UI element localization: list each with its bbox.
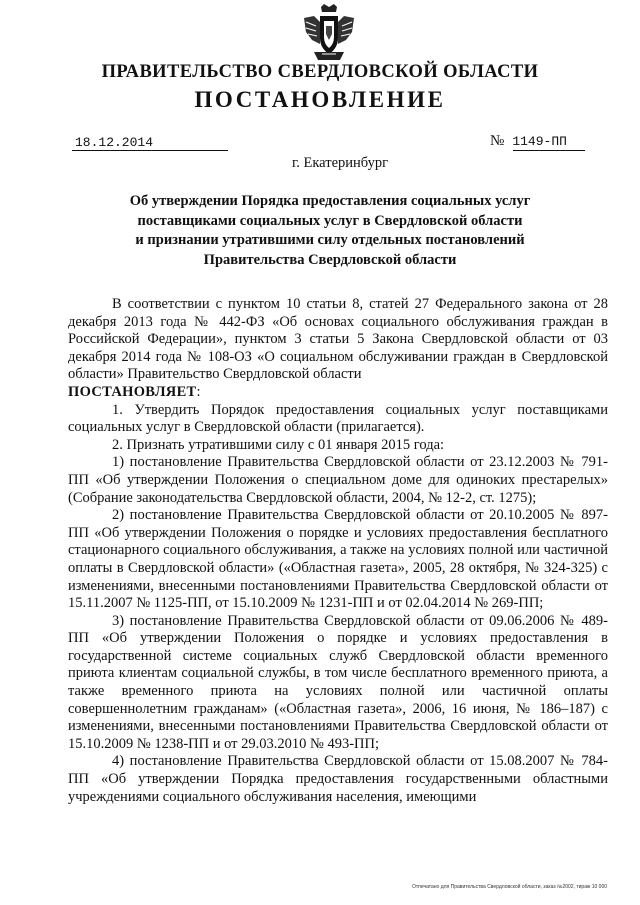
- preamble: В соответствии с пунктом 10 статьи 8, статей 27 Федерального закона от 28 декабря 2013 года № 442-ФЗ «Об основах социального обслуживания граждан в Российской Федерации», пунктом 3 статьи 5 Закона Свердловской области от 03 декабря 2014 года № 108-ОЗ «О социальном обслуживании граждан в Свердловской области» Правительство Свердловской области: [68, 296, 608, 383]
- document-type: ПОСТАНОВЛЕНИЕ: [194, 87, 446, 112]
- document-number: [490, 133, 567, 150]
- government-name: ПРАВИТЕЛЬСТВО СВЕРДЛОВСКОЙ ОБЛАСТИ: [101, 62, 539, 82]
- print-footer: Отпечатано для Правительства Свердловской области, заказ №2002, тираж 10 000: [412, 884, 608, 890]
- document-title: [100, 192, 560, 270]
- number-underline: [513, 150, 585, 151]
- title-line: и признании утратившими силу отдельных постановлений: [135, 232, 525, 248]
- city: г. Екатеринбург: [291, 155, 389, 171]
- title-line: Правительства Свердловской области: [203, 251, 457, 268]
- title-line: поставщиками социальных услуг в Свердловской области: [137, 212, 523, 229]
- document-date: 18.12.2014: [75, 135, 154, 150]
- resolve-line: [68, 384, 608, 402]
- date-underline: [72, 150, 228, 151]
- subitem-3: 3) постановление Правительства Свердловской области от 09.06.2006 № 489-ПП «Об утверждении Положения о порядке и условиях предоставления в государственной системе социальных служб Свердловской области временного приюта клиентам социальной службы, в том числе бесплатного временного приюта, а также временного приюта на условиях полной или частичной оплаты совершеннолетним гражданам» («Областная газета», 2006, 16 июня, № 186–187) с изменениями, внесенными постановлениями Правительства Свердловской области от 15.10.2009 № 1238-ПП и от 29.03.2010 № 493-ПП;: [68, 612, 608, 752]
- resolve-word: ПОСТАНОВЛЯЕТ: [68, 383, 197, 400]
- document-body: [68, 296, 608, 806]
- resolve-punct: :: [196, 383, 201, 400]
- paragraph-item-1: 1. Утвердить Порядок предоставления социальных услуг поставщиками социальных услуг в Свердловской области (прилагается).: [68, 401, 608, 436]
- title-line: Об утверждении Порядка предоставления социальных услуг: [129, 193, 531, 209]
- subitem-4: 4) постановление Правительства Свердловской области от 15.08.2007 № 784-ПП «Об утверждении Порядка предоставления государственными областными учреждениями социального обслуживания населения, имеющими: [68, 753, 608, 805]
- paragraph-item-2: 2. Признать утратившими силу с 01 января 2015 года:: [112, 436, 445, 453]
- number-value: 1149-ПП: [512, 134, 567, 149]
- subitem-2: 2) постановление Правительства Свердловской области от 20.10.2005 № 897-ПП «Об утверждении Положения о порядке и условиях предоставления бесплатного стационарного социального обслуживания, а также на условиях полной или частичной оплаты в Свердловской области» («Областная газета», 2005, 28 октября, № 324-325) с изменениями, внесенными постановлениями Правительства Свердловской области от 15.11.2007 № 1125-ПП, от 15.10.2009 № 1231-ПП и от 02.04.2014 № 269-ПП;: [68, 507, 608, 612]
- subitem-1: 1) постановление Правительства Свердловской области от 23.12.2003 № 791-ПП «Об утверждении Положения о специальном доме для одиноких престарелых» (Собрание законодательства Свердловской области, 2004, № 12-2, ст. 1275);: [68, 454, 608, 506]
- coat-of-arms-icon: [300, 4, 358, 62]
- number-sign: №: [490, 133, 505, 149]
